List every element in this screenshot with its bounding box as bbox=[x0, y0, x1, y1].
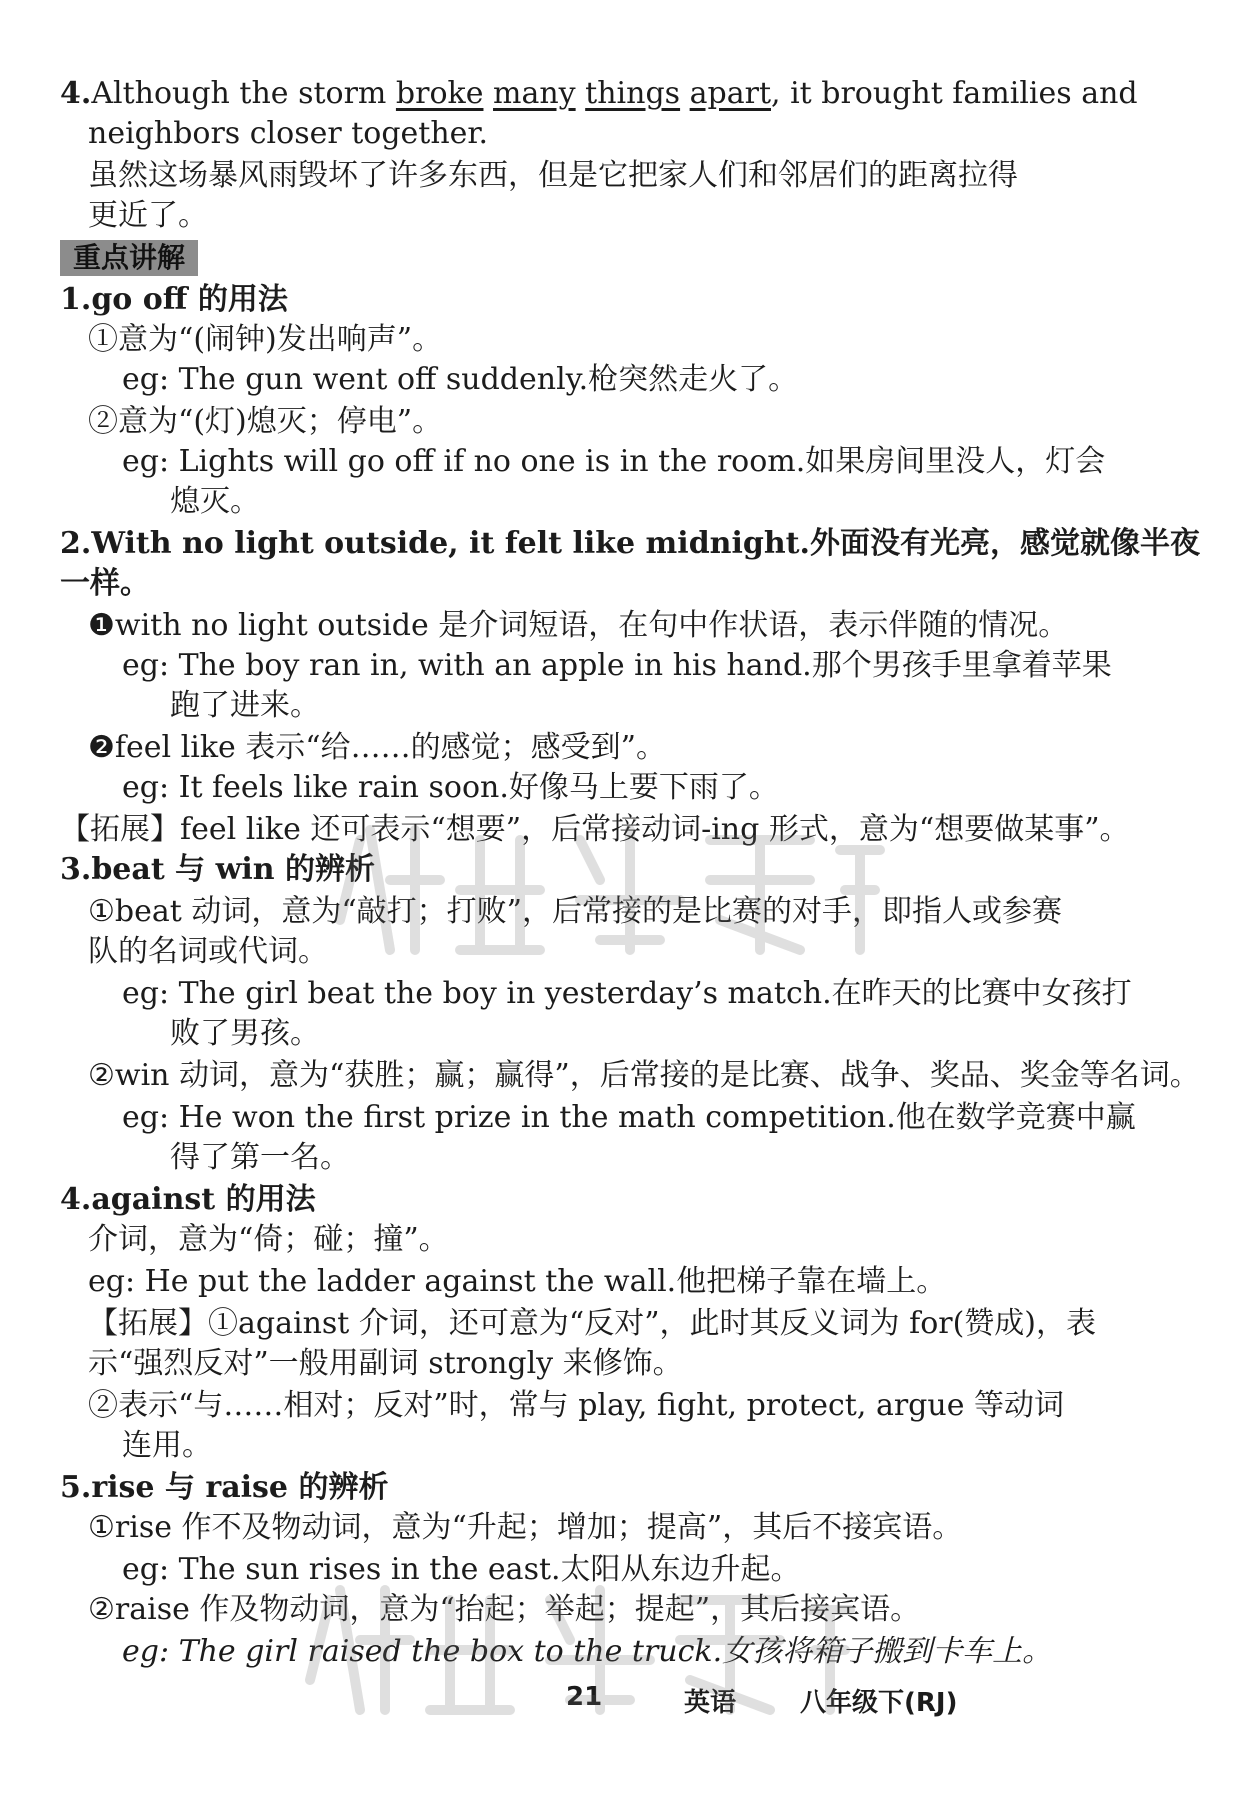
point-3-item-a: ①beat 动词，意为“敲打；打败”，后常接的是比赛的对手，即指人或参赛 bbox=[88, 894, 1063, 929]
point-2-example-a: eg: The boy ran in, with an apple in his hand.那个男孩手里拿着苹果 bbox=[122, 648, 1112, 683]
point-4-example: eg: He put the ladder against the wall.他把梯子靠在墙上。 bbox=[88, 1264, 947, 1299]
point-3-example-a: eg: The girl beat the boy in yesterday’s match.在昨天的比赛中女孩打 bbox=[122, 976, 1132, 1011]
point-2-item-a: ❶with no light outside 是介词短语，在句中作状语，表示伴随的情况。 bbox=[88, 608, 1069, 643]
point-1-item-b: ②意为“(灯)熄灭；停电”。 bbox=[88, 404, 443, 439]
point-5-example-b: eg: The girl raised the box to the truck.女孩将箱子搬到卡车上。 bbox=[122, 1634, 1053, 1669]
sentence-4-english-line2: neighbors closer together. bbox=[88, 116, 489, 151]
sentence-4-chinese: 虽然这场暴风雨毁坏了许多东西，但是它把家人们和邻居们的距离拉得 bbox=[88, 158, 1018, 193]
underlined-word: broke bbox=[395, 76, 484, 111]
point-3-example-a-line2: 败了男孩。 bbox=[170, 1016, 320, 1051]
point-5-item-a: ①rise 作不及物动词，意为“升起；增加；提高”，其后不接宾语。 bbox=[88, 1510, 963, 1545]
watermark-logo-upper bbox=[330, 800, 890, 970]
underlined-word: things bbox=[585, 76, 681, 111]
point-4-extension-line2: 示“强烈反对”一般用副词 strongly 来修饰。 bbox=[88, 1346, 683, 1381]
point-2-example-a-line2: 跑了进来。 bbox=[170, 688, 320, 723]
point-4-definition: 介词，意为“倚；碰；撞”。 bbox=[88, 1222, 449, 1257]
page-number: 21 bbox=[566, 1682, 603, 1712]
point-2-item-b: ❷feel like 表示“给……的感觉；感受到”。 bbox=[88, 730, 666, 765]
section-title: 重点讲解 bbox=[60, 240, 198, 276]
sentence-text: , it brought families and bbox=[771, 76, 1138, 111]
point-5-title: 5.rise 与 raise 的辨析 bbox=[60, 1470, 389, 1505]
point-1-item-a: ①意为“(闹钟)发出响声”。 bbox=[88, 322, 443, 357]
sentence-number: 4. bbox=[60, 76, 92, 111]
footer-subject: 英语 bbox=[684, 1688, 737, 1718]
point-2-example-b: eg: It feels like rain soon.好像马上要下雨了。 bbox=[122, 770, 779, 805]
sentence-4-english bbox=[60, 74, 1138, 114]
point-2-title-line2: 一样。 bbox=[60, 566, 150, 601]
point-5-item-b: ②raise 作及物动词，意为“抬起；举起；提起”，其后接宾语。 bbox=[88, 1592, 921, 1627]
footer-grade: 八年级下(RJ) bbox=[800, 1688, 958, 1718]
point-1-example-a: eg: The gun went off suddenly.枪突然走火了。 bbox=[122, 362, 799, 397]
point-2-extension: 【拓展】feel like 还可表示“想要”，后常接动词-ing 形式，意为“想要做某事”。 bbox=[60, 812, 1130, 847]
point-2-title: 2.With no light outside, it felt like midnight.外面没有光亮，感觉就像半夜 bbox=[60, 526, 1200, 561]
point-1-example-b-line2: 熄灭。 bbox=[170, 484, 260, 519]
watermark-logo-lower bbox=[300, 1560, 860, 1730]
point-3-example-b-line2: 得了第一名。 bbox=[170, 1140, 350, 1175]
underlined-word: many bbox=[493, 76, 576, 111]
sentence-4-chinese-line2: 更近了。 bbox=[88, 198, 208, 233]
point-4-title: 4.against 的用法 bbox=[60, 1182, 316, 1217]
point-3-title: 3.beat 与 win 的辨析 bbox=[60, 852, 376, 887]
sentence-text: Although the storm bbox=[91, 76, 396, 111]
point-1-example-b: eg: Lights will go off if no one is in the room.如果房间里没人，灯会 bbox=[122, 444, 1106, 479]
point-3-example-b: eg: He won the first prize in the math competition.他在数学竞赛中赢 bbox=[122, 1100, 1136, 1135]
point-3-item-a-line2: 队的名词或代词。 bbox=[88, 934, 328, 969]
point-4-extension-item2-line2: 连用。 bbox=[122, 1428, 212, 1463]
underlined-word: apart bbox=[689, 76, 771, 111]
point-5-example-a: eg: The sun rises in the east.太阳从东边升起。 bbox=[122, 1552, 801, 1587]
point-4-extension: 【拓展】①against 介词，还可意为“反对”，此时其反义词为 for(赞成)，表 bbox=[88, 1306, 1097, 1341]
point-3-item-b: ②win 动词，意为“获胜；赢；赢得”，后常接的是比赛、战争、奖品、奖金等名词。 bbox=[88, 1058, 1200, 1093]
point-1-title: 1.go off 的用法 bbox=[60, 282, 288, 317]
point-4-extension-item2: ②表示“与……相对；反对”时，常与 play, fight, protect, argue 等动词 bbox=[88, 1388, 1064, 1423]
